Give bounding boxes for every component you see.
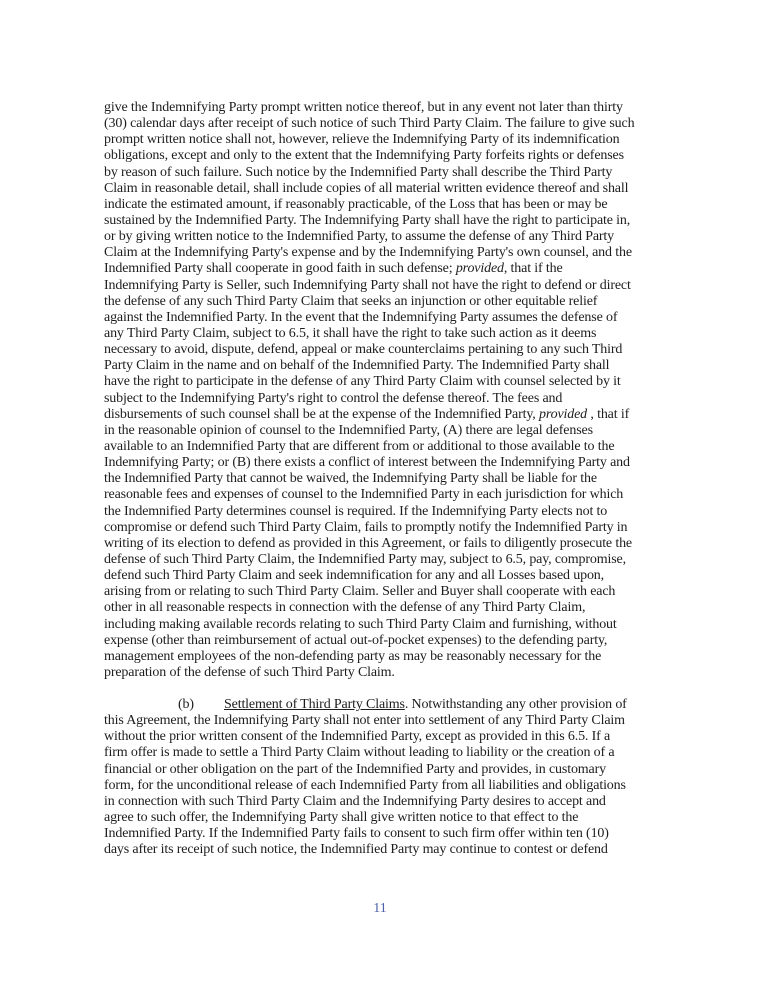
text-line: defend such Third Party Claim and seek indemnification for any and all Losses based upon, xyxy=(104,568,604,584)
text-line: sustained by the Indemnified Party. The Indemnifying Party shall have the right to participate in, xyxy=(104,212,631,228)
text-line: indicate the estimated amount, if reasonably practicable, of the Loss that has been or may be xyxy=(104,196,608,212)
text-line: by reason of such failure. Such notice by the Indemnified Party shall describe the Third Party xyxy=(104,164,613,180)
text-line: compromise or defend such Third Party Claim, fails to promptly notify the Indemnified Party in xyxy=(104,519,628,535)
page-number: 11 xyxy=(373,901,387,916)
text-line: without the prior written consent of the Indemnified Party, except as provided in this 6.5. If a xyxy=(104,729,611,745)
text-line xyxy=(104,261,661,277)
text-line: have the right to participate in the defense of any Third Party Claim with counsel selected by it xyxy=(104,374,621,390)
text-line: Party Claim in the name and on behalf of the Indemnified Party. The Indemnified Party shall xyxy=(104,358,610,374)
text-line: form, for the unconditional release of each Indemnified Party from all liabilities and obligations xyxy=(104,777,626,793)
text-line: defense of such Third Party Claim, the Indemnified Party may, subject to 6.5, pay, compromise, xyxy=(104,551,626,567)
text-segment: disbursements of such counsel shall be at the expense of the Indemnified Party, xyxy=(104,406,539,422)
text-line: available to an Indemnified Party that are different from or additional to those available to the xyxy=(104,438,615,454)
text-line: preparation of the defense of such Third Party Claim. xyxy=(104,664,395,680)
section-b-settlement xyxy=(104,697,661,858)
text-line: Claim at the Indemnifying Party's expense and by the Indemnifying Party's own counsel, and the xyxy=(104,245,632,261)
text-line: in connection with such Third Party Claim and the Indemnifying Party desires to accept and xyxy=(104,793,606,809)
text-line: financial or other obligation on the part of the Indemnified Party and provides, in customary xyxy=(104,761,606,777)
text-line: including making available records relating to such Third Party Claim and furnishing, without xyxy=(104,616,617,632)
text-line: the defense of any such Third Party Claim that seeks an injunction or other equitable relief xyxy=(104,293,598,309)
italic-provided: provided xyxy=(455,261,504,277)
text-line xyxy=(104,407,661,423)
text-line: in the reasonable opinion of counsel to the Indemnified Party, (A) there are legal defenses xyxy=(104,422,593,438)
text-segment: , that if xyxy=(587,406,630,422)
text-line: obligations, except and only to the extent that the Indemnifying Party forfeits rights or defenses xyxy=(104,148,624,164)
text-line: other in all reasonable respects in connection with the defense of any Third Party Claim, xyxy=(104,600,586,616)
text-line: or by giving written notice to the Indemnified Party, to assume the defense of any Third Party xyxy=(104,229,614,245)
text-line: necessary to avoid, dispute, defend, appeal or make counterclaims pertaining to any such Third xyxy=(104,342,623,358)
text-line: firm offer is made to settle a Third Party Claim without leading to liability or the creation of a xyxy=(104,745,615,761)
text-segment: , that if the xyxy=(503,261,563,277)
text-line: this Agreement, the Indemnifying Party shall not enter into settlement of any Third Party Claim xyxy=(104,713,625,729)
paragraph-gap xyxy=(104,681,661,697)
text-line: reasonable fees and expenses of counsel to the Indemnified Party in each jurisdiction for which xyxy=(104,487,624,503)
section-b-heading: Settlement of Third Party Claims xyxy=(224,697,405,713)
text-line: against the Indemnified Party. In the event that the Indemnifying Party assumes the defense of xyxy=(104,309,618,325)
italic-provided: provided xyxy=(538,406,588,422)
text-line: give the Indemnifying Party prompt written notice thereof, but in any event not later than thirty xyxy=(104,100,623,115)
text-line: (30) calendar days after receipt of such notice of such Third Party Claim. The failure to give such xyxy=(104,116,635,132)
text-line: prompt written notice shall not, however, relieve the Indemnifying Party of its indemnification xyxy=(104,132,620,148)
text-line: days after its receipt of such notice, the Indemnified Party may continue to contest or defend xyxy=(104,842,608,858)
section-b-label: (b) xyxy=(178,697,194,713)
document-body xyxy=(104,100,661,858)
section-b-first-line xyxy=(104,697,661,713)
text-line: arising from or relating to such Third Party Claim. Seller and Buyer shall cooperate with each xyxy=(104,584,616,600)
text-line: Indemnified Party. If the Indemnified Party fails to consent to such firm offer within ten (10) xyxy=(104,826,609,842)
text-line: Indemnifying Party; or (B) there exists a conflict of interest between the Indemnifying Party and xyxy=(104,455,630,471)
text-line: any Third Party Claim, subject to 6.5, it shall have the right to take such action as it deems xyxy=(104,325,597,341)
text-line: the Indemnified Party determines counsel is required. If the Indemnifying Party elects not to xyxy=(104,503,608,519)
text-line: management employees of the non-defending party as may be reasonably necessary for the xyxy=(104,648,602,664)
text-line: subject to the Indemnifying Party's right to control the defense thereof. The fees and xyxy=(104,390,563,406)
text-line: Claim in reasonable detail, shall include copies of all material written evidence thereof and shall xyxy=(104,180,629,196)
text-segment: . Notwithstanding any other provision of xyxy=(404,697,627,713)
text-line: agree to such offer, the Indemnifying Party shall give written notice to that effect to the xyxy=(104,810,579,826)
text-line: the Indemnified Party that cannot be waived, the Indemnifying Party shall be liable for the xyxy=(104,471,597,487)
text-segment: Indemnified Party shall cooperate in good faith in such defense; xyxy=(104,261,456,277)
text-line: Indemnifying Party is Seller, such Indemnifying Party shall not have the right to defend or direct xyxy=(104,277,631,293)
paragraph-indemnification-notice xyxy=(104,100,661,681)
text-line: writing of its election to defend as provided in this Agreement, or fails to diligently prosecute the xyxy=(104,535,632,551)
text-line: expense (other than reimbursement of actual out-of-pocket expenses) to the defending party, xyxy=(104,632,608,648)
